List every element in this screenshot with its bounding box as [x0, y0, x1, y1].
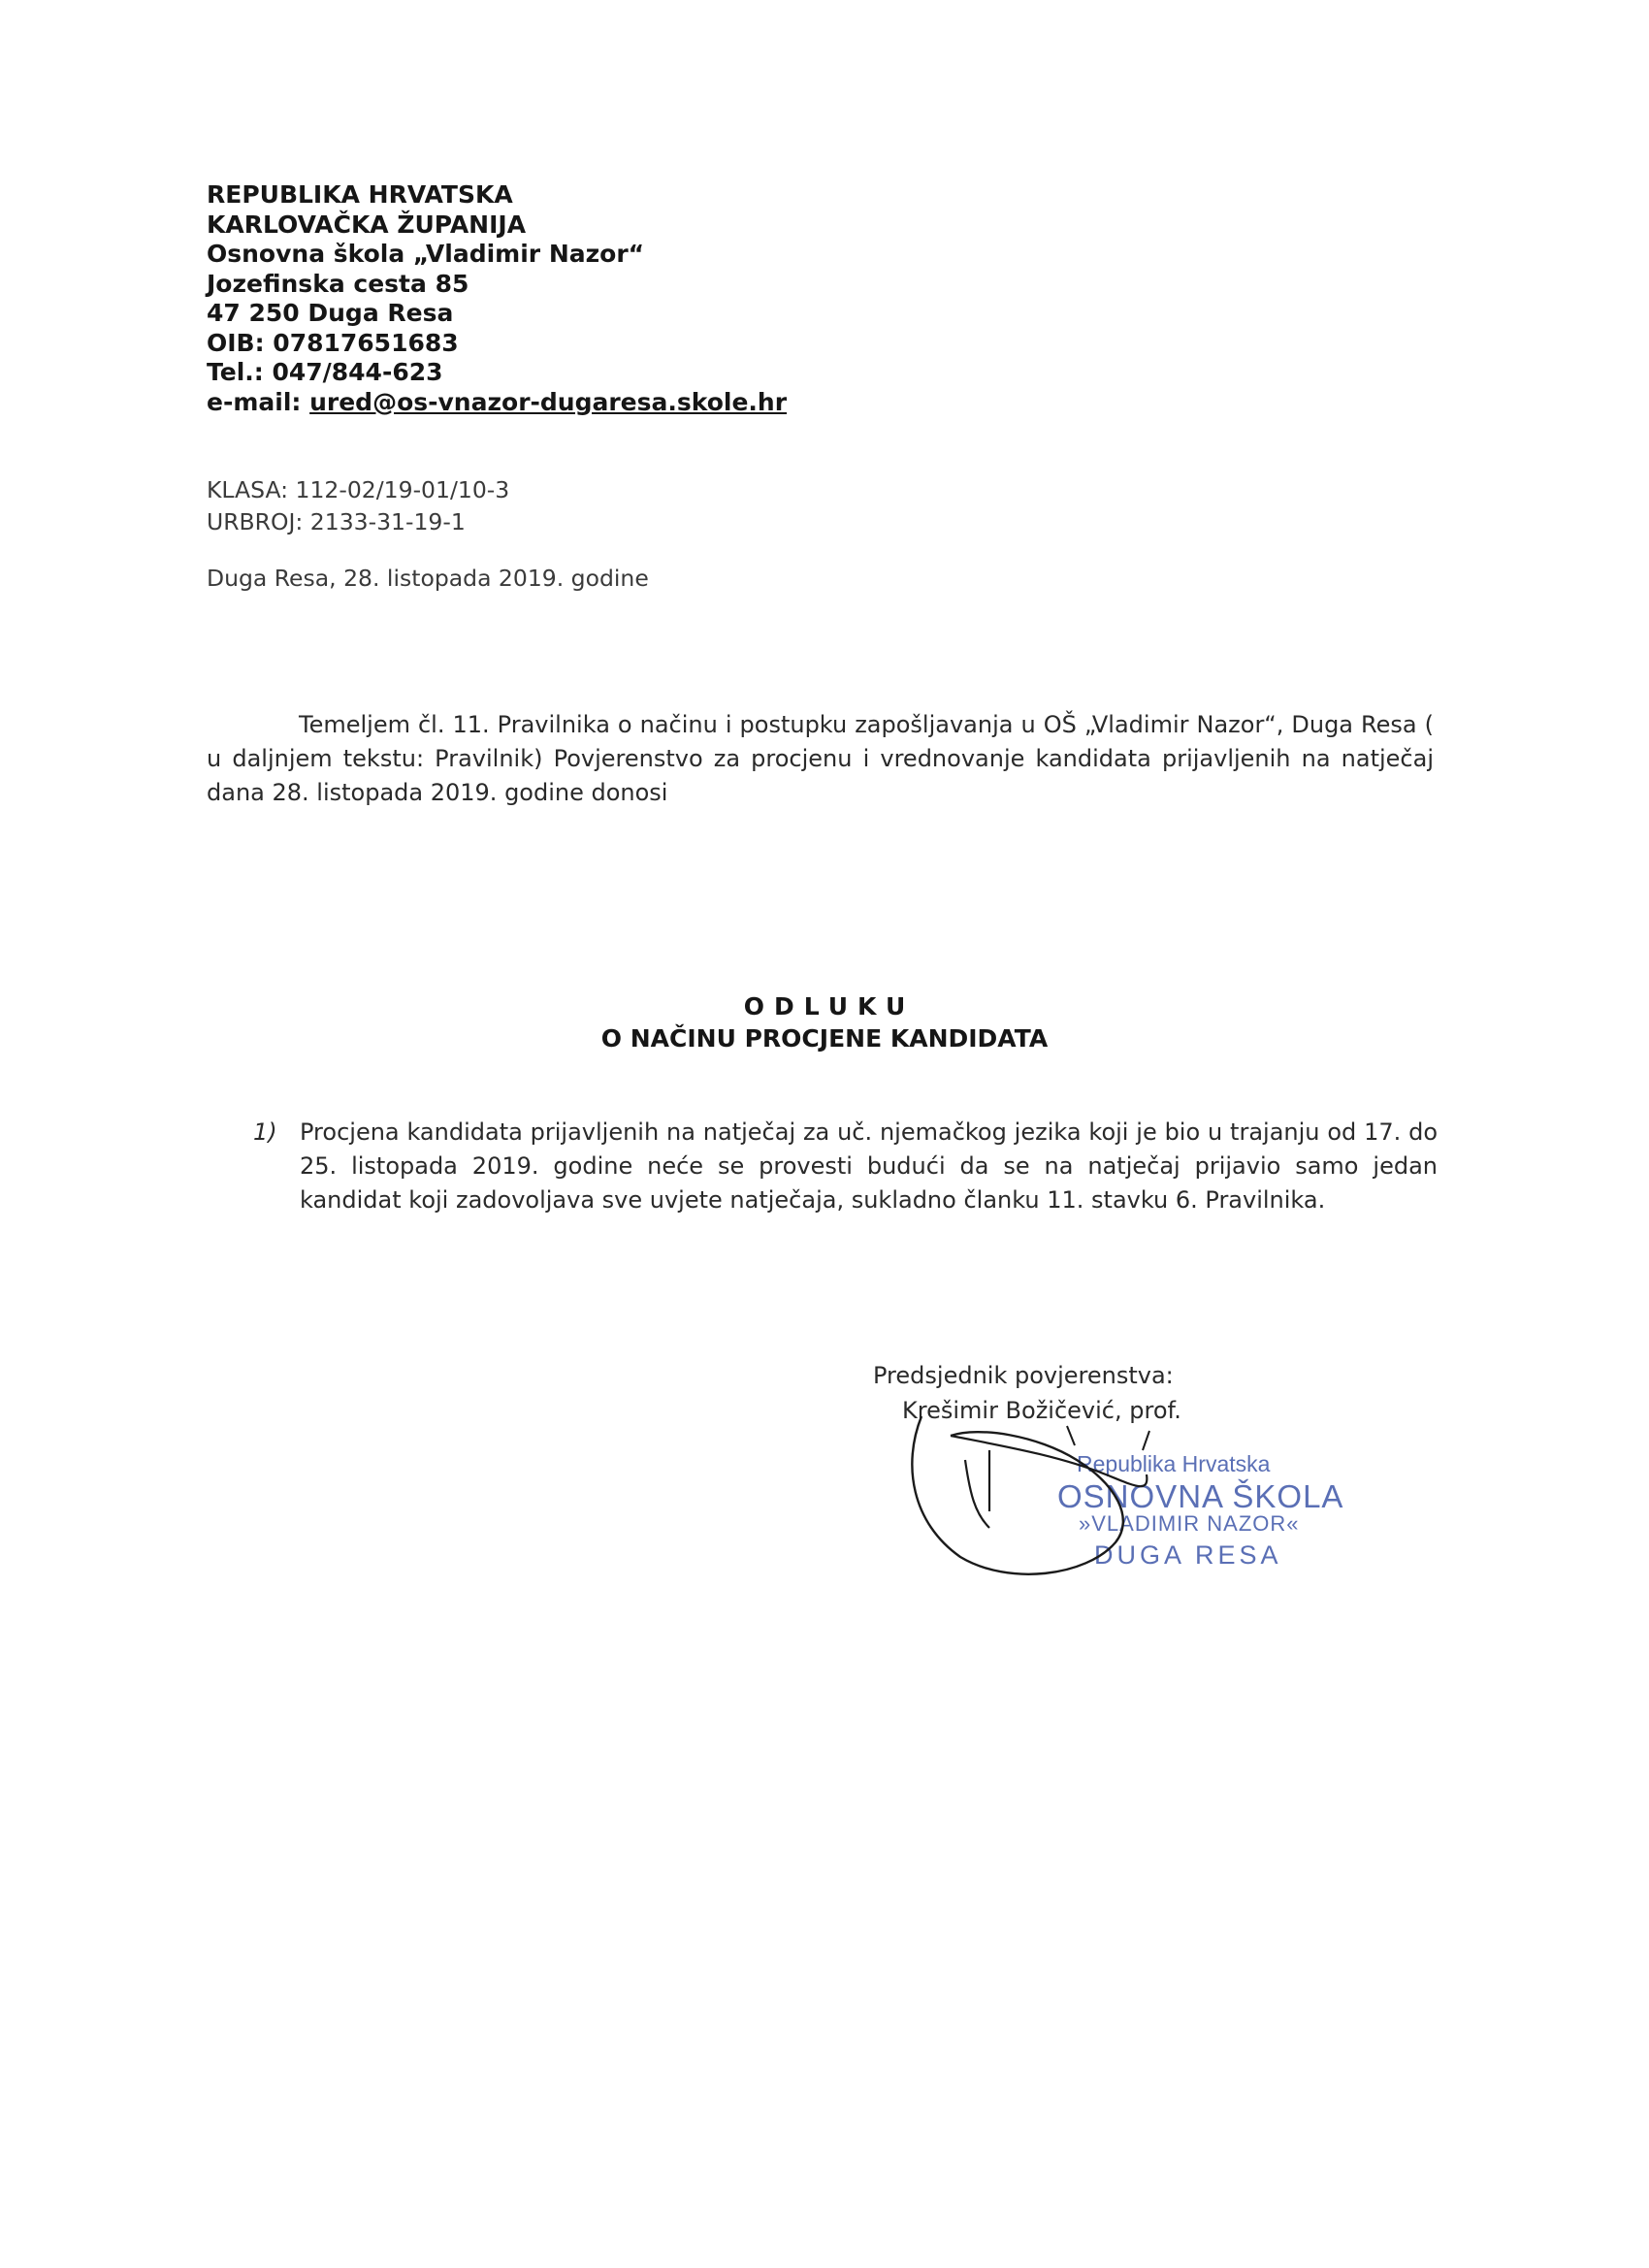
email-link[interactable]: ured@os-vnazor-dugaresa.skole.hr — [309, 387, 788, 416]
header-email — [207, 388, 787, 418]
stamp-line-country: Republika Hrvatska — [1077, 1451, 1271, 1476]
signatory-name: Krešimir Božičević, prof. — [902, 1397, 1181, 1424]
header-oib: OIB: 07817651683 — [207, 328, 459, 357]
klasa-number: KLASA: 112-02/19-01/10-3 — [207, 476, 510, 503]
stamp-line-city: DUGA RESA — [1094, 1540, 1282, 1570]
decision-subtitle: O NAČINU PROCJENE KANDIDATA — [600, 1024, 1049, 1053]
header-phone: Tel.: 047/844-623 — [207, 358, 443, 386]
header-country: REPUBLIKA HRVATSKA — [207, 180, 513, 209]
urbroj-number: URBROJ: 2133-31-19-1 — [207, 508, 466, 535]
signature-label: Predsjednik povjerenstva: — [873, 1362, 1174, 1389]
school-header — [207, 180, 787, 417]
item-text: Procjena kandidata prijavljenih na natječaj za uč. njemačkog jezika koji je bio u trajanju od 17. do 25. listopada 2019. godine neće se provesti budući da se na natječaj prijavio samo jedan kandidat koji zadovoljava sve uvjete natječaja, sukladno članku 11. stavku 6. Pravilnika. — [300, 1118, 1438, 1214]
stamp-line-name: »VLADIMIR NAZOR« — [1079, 1511, 1300, 1536]
document-date: Duga Resa, 28. listopada 2019. godine — [207, 565, 649, 592]
decision-title: ODLUKU — [743, 992, 916, 1021]
header-city: 47 250 Duga Resa — [207, 299, 454, 327]
header-county: KARLOVAČKA ŽUPANIJA — [207, 210, 527, 239]
intro-paragraph: Temeljem čl. 11. Pravilnika o načinu i postupku zapošljavanja u OŠ „Vladimir Nazor“, Duga Resa ( u daljnjem tekstu: Pravilnik) Povjerenstvo za procjenu i vrednovanje kandidata prijavljenih na natječaj dana 28. listopada 2019. godine donosi — [207, 711, 1434, 806]
header-school-name: Osnovna škola „Vladimir Nazor“ — [207, 240, 645, 268]
decision-item — [253, 1116, 1438, 1217]
handwritten-signature — [892, 1407, 1203, 1601]
document-reference — [207, 474, 509, 538]
header-street: Jozefinska cesta 85 — [207, 269, 469, 298]
email-label: e-mail: — [207, 387, 310, 416]
item-number: 1) — [253, 1118, 277, 1146]
stamp-line-school: OSNOVNA ŠKOLA — [1057, 1478, 1344, 1514]
